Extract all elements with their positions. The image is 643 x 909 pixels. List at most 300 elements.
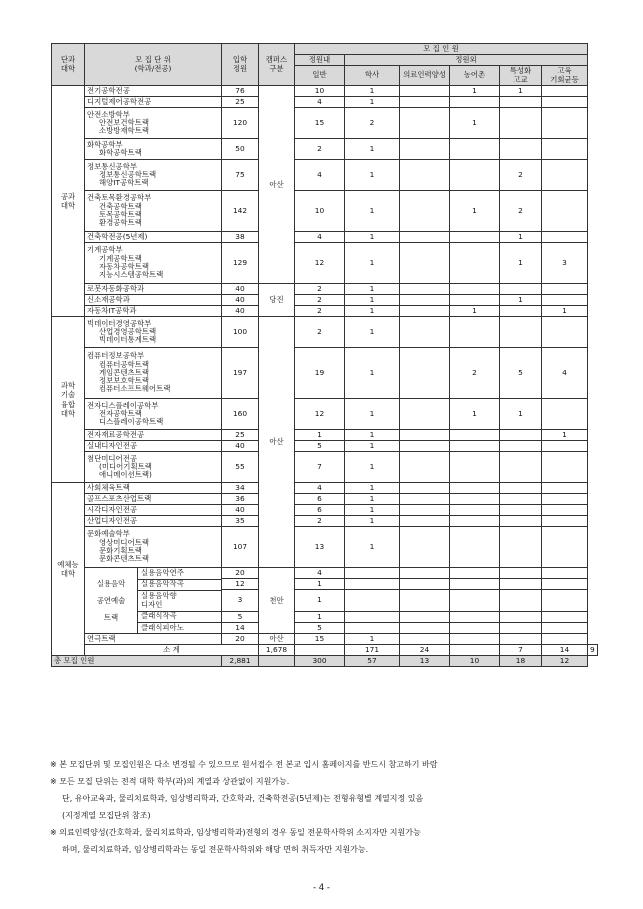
unit-name: 실내디자인전공 (87, 440, 137, 450)
header-in-quota: 정원내 (295, 55, 345, 66)
table-row (52, 295, 598, 306)
table-row (52, 191, 598, 232)
note-line: 단, 유아교육과, 물리치료학과, 임상병리학과, 간호학과, 건축학전공(5년제)는 전형유형별 계열지정 있음 (62, 794, 424, 803)
spec-cell: 2 (500, 191, 542, 232)
music-unit-name: 클래식작곡 (138, 611, 222, 622)
grand-total-campus (259, 656, 295, 667)
spec-cell (500, 622, 542, 633)
eq-cell (542, 232, 588, 243)
spec-cell (500, 634, 542, 645)
unit-cell (85, 97, 222, 108)
spec-cell: 1 (500, 399, 542, 430)
eq-cell (542, 611, 588, 622)
eq-cell (542, 483, 588, 494)
spec-cell (500, 568, 542, 579)
unit-cell (85, 108, 222, 139)
subtotal-gen: 171 (345, 645, 400, 656)
unit-cell (85, 441, 222, 452)
header-general: 일반 (295, 66, 345, 86)
gen-cell: 4 (295, 160, 345, 191)
subtotal-eq: 9 (588, 645, 598, 656)
rural-cell: 1 (450, 191, 500, 232)
table-row (52, 139, 598, 160)
med-cell (400, 483, 450, 494)
med-cell (400, 191, 450, 232)
capacity-cell: 20 (222, 568, 259, 579)
college-eng: 공과 대학 (52, 86, 85, 317)
unit-cell (85, 430, 222, 441)
unit-cell: 연극트랙 (85, 634, 222, 645)
grand-total-gen: 300 (295, 656, 345, 667)
eq-cell (542, 441, 588, 452)
eq-cell (542, 160, 588, 191)
track-name: 산업경영공학트랙 (99, 326, 157, 336)
rural-cell (450, 611, 500, 622)
table-row (52, 317, 598, 348)
bach-cell: 1 (345, 306, 400, 317)
unit-name: 신소재공학과 (87, 294, 130, 304)
unit-name: 건축토목환경공학부 (87, 193, 152, 203)
table-row (52, 494, 598, 505)
bach-cell: 2 (345, 108, 400, 139)
gen-cell: 1 (295, 430, 345, 441)
capacity-cell: 35 (222, 516, 259, 527)
gen-cell: 19 (295, 348, 345, 399)
eq-cell (542, 97, 588, 108)
med-cell (400, 505, 450, 516)
subtotal-med (450, 645, 500, 656)
rural-cell (450, 505, 500, 516)
capacity-cell: 107 (222, 527, 259, 568)
med-cell (400, 590, 450, 611)
rural-cell (450, 295, 500, 306)
track-name: 기계공학트랙 (99, 253, 142, 263)
bach-cell: 1 (345, 505, 400, 516)
bach-cell: 1 (345, 483, 400, 494)
spec-cell (500, 306, 542, 317)
campus-asan: 아산 (259, 86, 295, 284)
track-name: 지능시스템공학트랙 (99, 270, 164, 280)
spec-cell (500, 516, 542, 527)
track-name: 정보통신공학트랙 (99, 169, 157, 179)
rural-cell (450, 97, 500, 108)
music-unit-block (85, 568, 222, 634)
eq-cell (542, 590, 588, 611)
med-cell (400, 568, 450, 579)
gen-cell: 1 (295, 579, 345, 590)
table-row (52, 527, 598, 568)
track-name: 건축공학트랙 (99, 201, 142, 211)
rural-cell (450, 622, 500, 633)
med-cell (400, 399, 450, 430)
music-unit-name: 실용음악작곡 (138, 579, 222, 590)
unit-name: 문화예술학부 (87, 529, 130, 539)
unit-cell (85, 160, 222, 191)
bach-cell: 1 (345, 452, 400, 483)
med-cell (400, 317, 450, 348)
capacity-cell: 36 (222, 494, 259, 505)
eq-cell: 1 (542, 430, 588, 441)
table-row (52, 160, 598, 191)
grand-total-med: 13 (400, 656, 450, 667)
table-row (52, 452, 598, 483)
table-row (52, 516, 598, 527)
unit-name: 골프스포츠산업트랙 (87, 493, 152, 503)
unit-name: 사회체육트랙 (87, 482, 130, 492)
track-name: 문화기획트랙 (99, 546, 142, 555)
note-line: ※ 본 모집단위 및 모집인원은 다소 변경될 수 있으므로 원서접수 전 본교 입시 홈페이지를 반드시 참고하기 바람 (50, 760, 438, 769)
med-cell (400, 494, 450, 505)
grand-total-capacity: 2,881 (222, 656, 259, 667)
track-name: 컴퓨터공학트랙 (99, 359, 149, 369)
unit-name: 건축학전공(5년제) (87, 231, 148, 241)
bach-cell (345, 568, 400, 579)
gen-cell: 12 (295, 243, 345, 284)
header-equal-opp: 고육 기회균등 (542, 66, 588, 86)
spec-cell (500, 579, 542, 590)
rural-cell (450, 243, 500, 284)
eq-cell (542, 505, 588, 516)
table-row (52, 348, 598, 399)
gen-cell: 4 (295, 97, 345, 108)
track-name: 문화콘텐츠트랙 (99, 554, 149, 564)
header-capacity: 입학 정원 (222, 44, 259, 86)
gen-cell: 2 (295, 139, 345, 160)
capacity-cell: 40 (222, 284, 259, 295)
header-college: 단과 대학 (52, 44, 85, 86)
capacity-cell: 40 (222, 306, 259, 317)
unit-name: 빅데이터경영공학부 (87, 318, 152, 328)
capacity-cell: 129 (222, 243, 259, 284)
music-unit-name: 실용음악향 디자인 (138, 590, 222, 611)
table-row (52, 232, 598, 243)
track-name: 애니메이션트랙) (99, 470, 152, 480)
rural-cell (450, 634, 500, 645)
rural-cell (450, 568, 500, 579)
table-row (52, 243, 598, 284)
capacity-cell: 197 (222, 348, 259, 399)
spec-cell (500, 483, 542, 494)
med-cell (400, 452, 450, 483)
header-rural: 농어촌 (450, 66, 500, 86)
subtotal-capacity: 1,678 (259, 645, 295, 656)
rural-cell: 1 (450, 108, 500, 139)
eq-cell (542, 568, 588, 579)
unit-cell (85, 284, 222, 295)
bach-cell: 1 (345, 232, 400, 243)
unit-cell (85, 295, 222, 306)
rural-cell (450, 139, 500, 160)
unit-name: 기계공학부 (87, 245, 123, 255)
capacity-cell: 3 (222, 590, 259, 611)
rural-cell: 2 (450, 348, 500, 399)
unit-name: 전자재료공학전공 (87, 429, 145, 439)
unit-cell (85, 139, 222, 160)
unit-cell (85, 348, 222, 399)
note-line: 하며, 물리치료학과, 임상병리학과는 동일 전문학사학위와 해당 면허 취득자만 지원가능. (62, 845, 369, 854)
drama-row (52, 634, 598, 645)
unit-cell (85, 191, 222, 232)
track-name: 컴퓨터소프트웨어트랙 (99, 384, 171, 394)
spec-cell: 1 (500, 295, 542, 306)
spec-cell (500, 284, 542, 295)
unit-name: 산업디자인전공 (87, 515, 137, 525)
spec-cell (500, 97, 542, 108)
eq-cell (542, 317, 588, 348)
track-name: 안전보건학트랙 (99, 117, 149, 127)
spec-cell (500, 452, 542, 483)
table-row (52, 284, 598, 295)
gen-cell: 10 (295, 86, 345, 97)
unit-cell (85, 483, 222, 494)
track-name: 영상미디어트랙 (99, 537, 149, 547)
unit-name: 안전소방학부 (87, 109, 130, 119)
subtotal-campus (295, 645, 345, 656)
capacity-cell: 12 (222, 579, 259, 590)
header-row-1 (52, 44, 598, 55)
table-row (52, 441, 598, 452)
unit-name: 정보통신공학부 (87, 161, 137, 171)
capacity-cell: 20 (222, 634, 259, 645)
eq-cell (542, 452, 588, 483)
table-row (52, 306, 598, 317)
capacity-cell: 25 (222, 97, 259, 108)
unit-name: 전기공학전공 (87, 85, 130, 95)
gen-cell: 2 (295, 295, 345, 306)
table-row (52, 108, 598, 139)
gen-cell: 13 (295, 527, 345, 568)
note-line: (지정계열 모집단위 참조) (62, 811, 151, 820)
gen-cell: 6 (295, 505, 345, 516)
track-name: 토목공학트랙 (99, 210, 142, 219)
eq-cell (542, 622, 588, 633)
capacity-cell: 75 (222, 160, 259, 191)
unit-cell (85, 505, 222, 516)
spec-cell (500, 317, 542, 348)
rural-cell (450, 494, 500, 505)
track-name: 게임콘텐츠트랙 (99, 367, 149, 377)
bach-cell (345, 590, 400, 611)
subtotal-row (52, 645, 598, 656)
track-name: 전자공학트랙 (99, 408, 142, 418)
capacity-cell: 100 (222, 317, 259, 348)
gen-cell: 2 (295, 516, 345, 527)
spec-cell: 2 (500, 160, 542, 191)
med-cell (400, 441, 450, 452)
unit-name: 디지털제어공학전공 (87, 96, 152, 106)
admission-table (51, 43, 598, 667)
med-cell (400, 348, 450, 399)
capacity-cell: 55 (222, 452, 259, 483)
capacity-cell: 40 (222, 441, 259, 452)
med-cell (400, 160, 450, 191)
track-name: 환경공학트랙 (99, 218, 142, 228)
bach-cell: 1 (345, 97, 400, 108)
gen-cell: 4 (295, 483, 345, 494)
gen-cell: 4 (295, 232, 345, 243)
header-recruit: 모 집 인 원 (295, 44, 588, 55)
unit-name: 컴퓨터정보공학부 (87, 351, 145, 361)
grand-total-label: 총 모집 인원 (52, 656, 222, 667)
rural-cell (450, 232, 500, 243)
campus-dangjin: 당진 (259, 284, 295, 317)
unit-cell (85, 317, 222, 348)
capacity-cell: 5 (222, 611, 259, 622)
eq-cell (542, 516, 588, 527)
bach-cell: 1 (345, 527, 400, 568)
med-cell (400, 611, 450, 622)
rural-cell (450, 527, 500, 568)
music-group-label: 실용음악 공연예술 트랙 (85, 568, 138, 633)
med-cell (400, 232, 450, 243)
track-name: 빅데이터통계트랙 (99, 335, 157, 345)
capacity-cell: 34 (222, 483, 259, 494)
unit-cell (85, 494, 222, 505)
rural-cell: 1 (450, 306, 500, 317)
med-cell (400, 527, 450, 568)
spec-cell (500, 611, 542, 622)
med-cell (400, 139, 450, 160)
track-name: 정보보호학트랙 (99, 376, 149, 386)
eq-cell (542, 295, 588, 306)
rural-cell (450, 284, 500, 295)
unit-name: 화학공학부 (87, 139, 123, 149)
rural-cell (450, 430, 500, 441)
college-sci: 과학 기술 융합 대학 (52, 317, 85, 483)
college-arts: 예체능 대학 (52, 483, 85, 656)
spec-cell: 5 (500, 348, 542, 399)
campus-cheonan: 천안 (259, 568, 295, 634)
table-row (52, 483, 598, 494)
gen-cell: 2 (295, 306, 345, 317)
capacity-cell: 160 (222, 399, 259, 430)
med-cell (400, 108, 450, 139)
gen-cell: 2 (295, 284, 345, 295)
bach-cell: 1 (345, 243, 400, 284)
med-cell (400, 86, 450, 97)
header-medical: 의료인력양성 (400, 66, 450, 86)
bach-cell: 1 (345, 430, 400, 441)
gen-cell: 5 (295, 622, 345, 633)
eq-cell (542, 284, 588, 295)
eq-cell: 1 (542, 306, 588, 317)
capacity-cell: 25 (222, 430, 259, 441)
music-unit-name: 클래식피아노 (141, 622, 184, 632)
rural-cell (450, 516, 500, 527)
rural-cell (450, 317, 500, 348)
unit-name: 자동차IT공학과 (87, 305, 137, 315)
table-row (52, 430, 598, 441)
bach-cell: 1 (345, 86, 400, 97)
spec-cell (500, 590, 542, 611)
rural-cell (450, 483, 500, 494)
spec-cell (500, 527, 542, 568)
rural-cell (450, 160, 500, 191)
grand-total-rural: 10 (450, 656, 500, 667)
unit-cell (85, 232, 222, 243)
spec-cell: 1 (500, 243, 542, 284)
eq-cell: 3 (542, 243, 588, 284)
subtotal-spec: 14 (542, 645, 588, 656)
unit-name: 전자디스플레이공학부 (87, 400, 159, 410)
capacity-cell: 38 (222, 232, 259, 243)
track-name: (미디어기획트랙 (99, 461, 152, 471)
unit-cell (85, 399, 222, 430)
gen-cell: 1 (295, 590, 345, 611)
unit-name: 시각디자인전공 (87, 504, 137, 514)
unit-cell (85, 306, 222, 317)
eq-cell (542, 579, 588, 590)
subtotal-bach: 24 (400, 645, 450, 656)
note-line: ※ 모든 모집 단위는 전적 대학 학부(과)의 계열과 상관없이 지원가능. (50, 777, 290, 786)
bach-cell: 1 (345, 191, 400, 232)
note-line: ※ 의료인력양성(간호학과, 물리치료학과, 임상병리학과)전형의 경우 동일 전문학사학위 소지자만 지원가능 (50, 828, 421, 837)
rural-cell: 1 (450, 86, 500, 97)
eq-cell (542, 494, 588, 505)
grand-total-row (52, 656, 598, 667)
grand-total-bach: 57 (345, 656, 400, 667)
unit-name: 첨단미디어전공 (87, 453, 137, 463)
table-row (52, 399, 598, 430)
spec-cell (500, 505, 542, 516)
eq-cell (542, 527, 588, 568)
table-row (52, 505, 598, 516)
unit-cell (85, 527, 222, 568)
campus-asan: 아산 (259, 317, 295, 568)
rural-cell (450, 452, 500, 483)
rural-cell (450, 590, 500, 611)
rural-cell: 1 (450, 399, 500, 430)
campus-asan: 아산 (259, 634, 295, 645)
page-number: - 4 - (313, 883, 330, 893)
track-name: 소방방재학트랙 (99, 126, 149, 136)
subtotal-rural: 7 (500, 645, 542, 656)
gen-cell: 2 (295, 317, 345, 348)
header-special-hs: 특성화 고교 (500, 66, 542, 86)
music-unit-name: 실용음악연주 (138, 568, 222, 579)
eq-cell (542, 191, 588, 232)
header-out-quota: 정원외 (345, 55, 588, 66)
music-sub-table (85, 568, 221, 633)
bach-cell: 1 (345, 139, 400, 160)
gen-cell: 15 (295, 108, 345, 139)
med-cell (400, 579, 450, 590)
rural-cell (450, 441, 500, 452)
track-name: 자동차공학트랙 (99, 262, 149, 271)
capacity-cell: 14 (222, 622, 259, 633)
unit-cell (85, 243, 222, 284)
subtotal-label: 소 계 (85, 645, 259, 656)
med-cell (400, 622, 450, 633)
spec-cell (500, 139, 542, 160)
track-name: 화학공학트랙 (99, 148, 142, 157)
spec-cell (500, 441, 542, 452)
track-name: 해양IT공학트랙 (99, 178, 149, 188)
grand-total-eq: 12 (542, 656, 588, 667)
eq-cell: 4 (542, 348, 588, 399)
med-cell (400, 634, 450, 645)
bach-cell: 1 (345, 348, 400, 399)
eq-cell (542, 86, 588, 97)
grand-total-spec: 18 (500, 656, 542, 667)
bach-cell: 1 (345, 295, 400, 306)
spec-cell: 1 (500, 232, 542, 243)
table-row (52, 86, 598, 97)
unit-cell (85, 516, 222, 527)
med-cell (400, 430, 450, 441)
gen-cell: 15 (295, 634, 345, 645)
capacity-cell: 40 (222, 505, 259, 516)
